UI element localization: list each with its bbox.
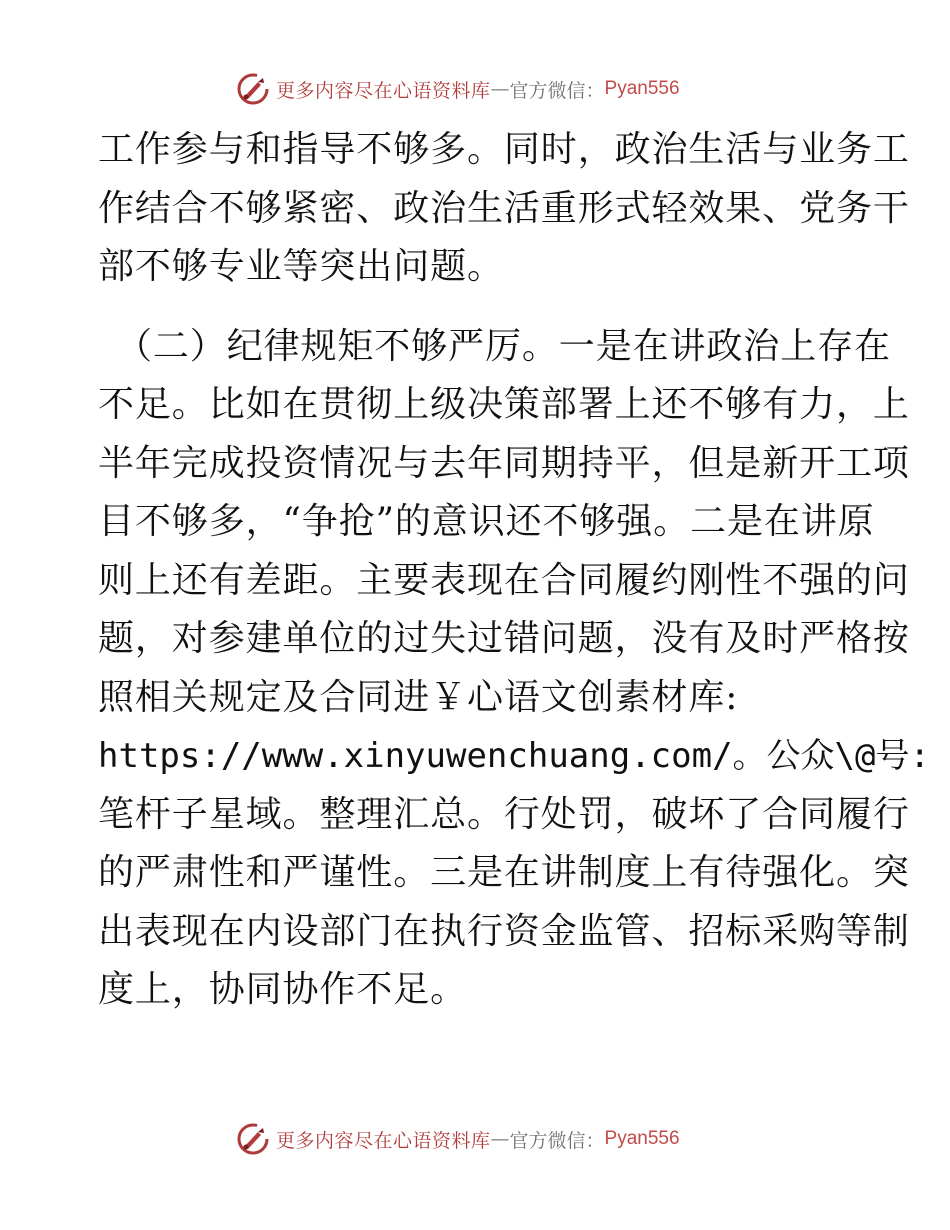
text-line: 则上还有差距。主要表现在合同履约刚性不强的问 bbox=[98, 559, 910, 601]
banner-separator: — bbox=[490, 78, 510, 100]
text-line: 照相关规定及合同进￥心语文创素材库: bbox=[98, 676, 739, 718]
header-banner bbox=[236, 72, 756, 106]
section-heading-line: （二）纪律规矩不够严厉。一是在讲政治上存在 bbox=[116, 325, 891, 367]
footer-banner bbox=[236, 1122, 756, 1156]
text-line: 作结合不够紧密、政治生活重形式轻效果、党务干 bbox=[98, 187, 910, 229]
paragraph-2 bbox=[98, 318, 930, 1020]
banner-separator: — bbox=[490, 1128, 510, 1150]
paragraph-1 bbox=[98, 121, 910, 297]
text-line: 出表现在内设部门在执行资金监管、招标采购等制 bbox=[98, 910, 910, 952]
text-line: 部不够专业等突出问题。 bbox=[98, 246, 504, 287]
text-line: 目不够多，“争抢”的意识还不够强。二是在讲原 bbox=[98, 501, 875, 542]
text-line: 题，对参建单位的过失过错问题，没有及时严格按 bbox=[98, 618, 910, 659]
banner-main-text: 更多内容尽在心语资料库 bbox=[276, 79, 491, 102]
banner-wechat-label: 官方微信： bbox=[509, 79, 605, 102]
document-body bbox=[98, 121, 930, 1020]
url-line: https://www.xinyuwenchuang.com/。公众\@号: bbox=[98, 736, 930, 776]
text-line: 不足。比如在贯彻上级决策部署上还不够有力，上 bbox=[98, 384, 910, 425]
text-line: 的严肃性和严谨性。三是在讲制度上有待强化。突 bbox=[98, 852, 910, 893]
text-line: 度上，协同协作不足。 bbox=[98, 969, 468, 1010]
text-line: 笔杆子星域。整理汇总。行处罚，破坏了合同履行 bbox=[98, 793, 910, 835]
brush-logo-icon bbox=[236, 72, 270, 106]
banner-wechat-label: 官方微信： bbox=[509, 1129, 605, 1152]
text-line: 半年完成投资情况与去年同期持平，但是新开工项 bbox=[98, 442, 910, 484]
brush-logo-icon bbox=[236, 1122, 270, 1156]
banner-wechat-id: Pyan556 bbox=[604, 78, 680, 99]
banner-main-text: 更多内容尽在心语资料库 bbox=[276, 1129, 491, 1152]
banner-wechat-id: Pyan556 bbox=[604, 1128, 680, 1149]
text-line: 工作参与和指导不够多。同时，政治生活与业务工 bbox=[98, 129, 910, 170]
